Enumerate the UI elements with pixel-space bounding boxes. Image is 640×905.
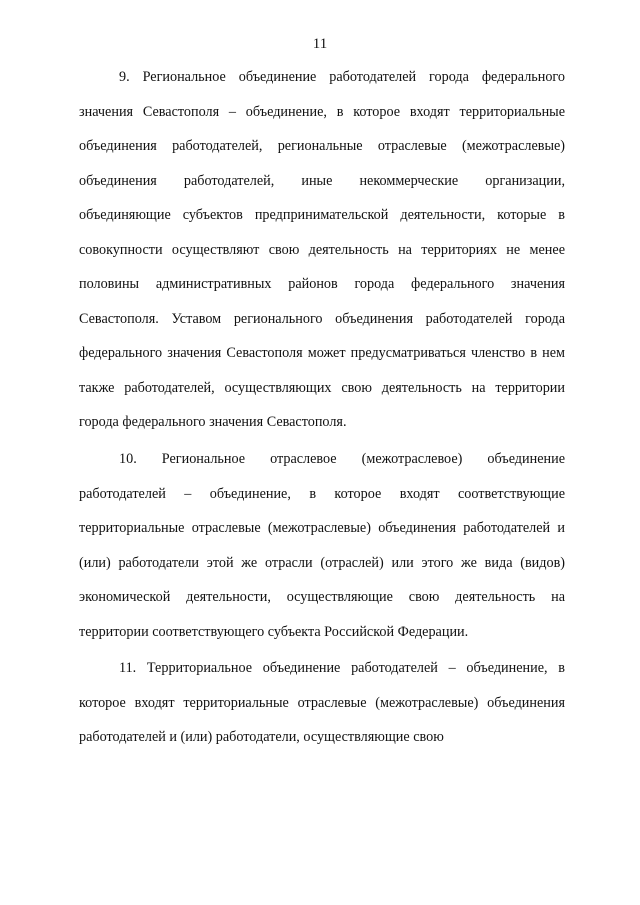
paragraph-9: 9. Региональное объединение работодателей города федерального значения Севастополя – объединение, в которое входят территориальные объединения работодателей, региональные отраслевые (межотраслевые) объединения работодателей, иные некоммерческие организации, объединяющие субъектов предпринимательской деятельности, которые в совокупности осуществляют свою деятельность на территориях не менее половины административных районов города федерального значения Севастополя. Уставом регионального объединения работодателей города федерального значения Севастополя может предусматриваться членство в нем также работодателей, осуществляющих свою деятельность на территории города федерального значения Севастополя. <box>79 69 565 431</box>
paragraph-11: 11. Территориальное объединение работодателей – объединение, в которое входят территориальные отраслевые (межотраслевые) объединения работодателей и (или) работодатели, осуществляющие свою <box>79 660 565 746</box>
page-number: 11 <box>312 36 328 52</box>
paragraph-10: 10. Региональное отраслевое (межотраслевое) объединение работодателей – объединение, в которое входят соответствующие территориальные отраслевые (межотраслевые) объединения работодателей и (или) работодатели этой же отрасли (отраслей) или этого же вида (видов) экономической деятельности, осуществляющие свою деятельность на территории соответствующего субъекта Российской Федерации. <box>79 451 565 640</box>
